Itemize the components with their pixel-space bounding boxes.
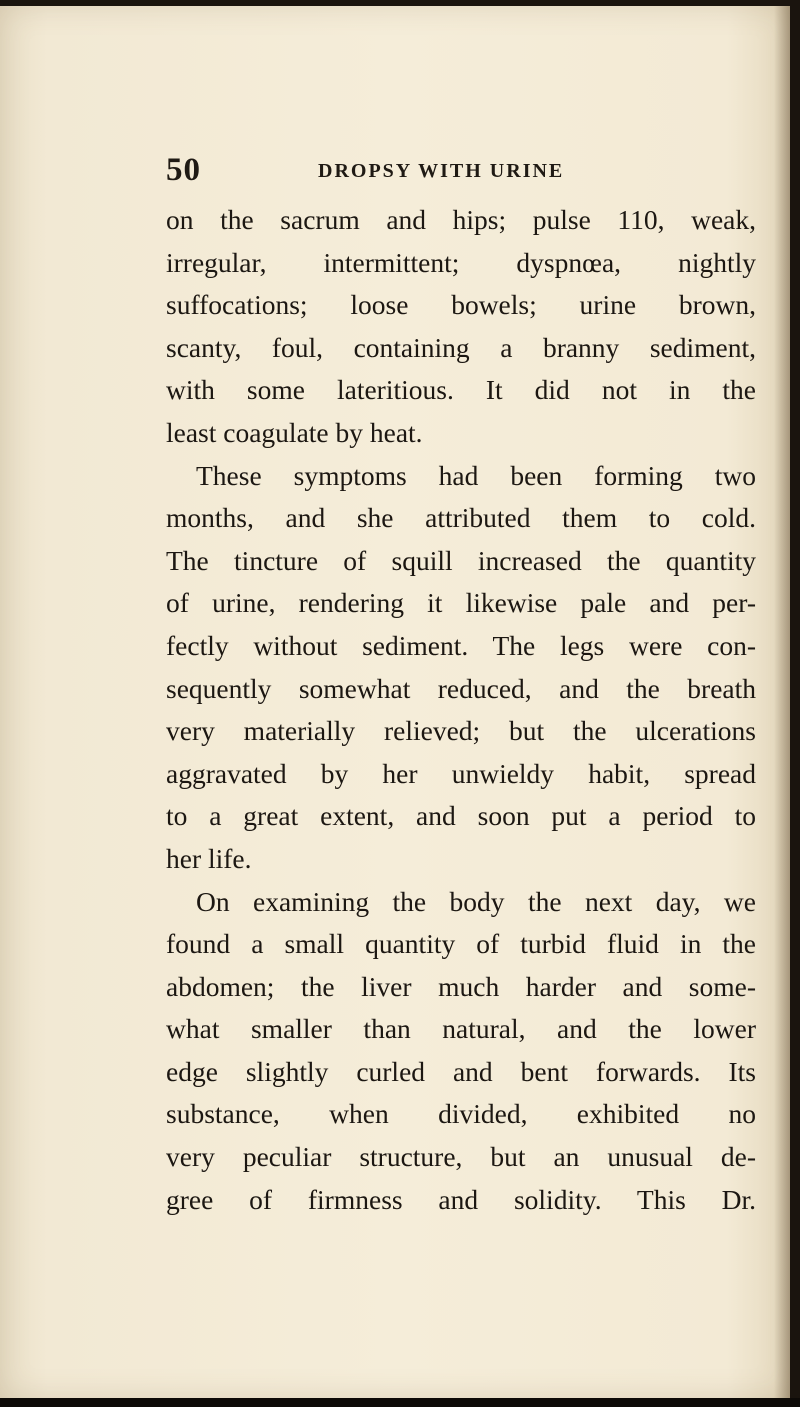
- paragraph-2: [166, 455, 756, 881]
- text-line: to a great extent, and soon put a period to: [166, 800, 756, 832]
- text-line: fectly without sediment. The legs were con-: [166, 629, 756, 661]
- page-number: 50: [166, 152, 201, 188]
- text-line: suffocations; loose bowels; urine brown,: [166, 289, 756, 321]
- book-page: [0, 6, 790, 1398]
- text-line: her life.: [166, 842, 252, 874]
- text-line: very materially relieved; but the ulcerations: [166, 715, 756, 747]
- page-header: [166, 152, 726, 200]
- text-line: sequently somewhat reduced, and the breath: [166, 672, 756, 704]
- text-line: abdomen; the liver much harder and some-: [166, 970, 756, 1002]
- text-line: found a small quantity of turbid fluid in the: [166, 928, 756, 960]
- text-line: edge slightly curled and bent forwards. Its: [166, 1055, 756, 1087]
- text-line: These symptoms had been forming two: [196, 459, 756, 491]
- text-line: scanty, foul, containing a branny sediment,: [166, 331, 756, 363]
- text-line: months, and she attributed them to cold.: [166, 502, 756, 534]
- running-head: DROPSY WITH URINE: [318, 160, 565, 182]
- paragraph-1: [166, 199, 756, 455]
- text-line: aggravated by her unwieldy habit, spread: [166, 757, 756, 789]
- text-line: of urine, rendering it likewise pale and per-: [166, 587, 756, 619]
- text-line: least coagulate by heat.: [166, 416, 423, 448]
- body-text: [166, 199, 756, 1221]
- text-line: substance, when divided, exhibited no: [166, 1098, 756, 1130]
- text-line: what smaller than natural, and the lower: [166, 1013, 756, 1045]
- text-line: with some lateritious. It did not in the: [166, 374, 756, 406]
- spine-shadow: [774, 6, 790, 1398]
- text-line: On examining the body the next day, we: [196, 885, 756, 917]
- page-bottom-edge: [0, 1398, 800, 1407]
- paragraph-3: [166, 881, 756, 1222]
- text-line: very peculiar structure, but an unusual de-: [166, 1141, 756, 1173]
- text-line: irregular, intermittent; dyspnœa, nightly: [166, 246, 756, 278]
- text-line: gree of firmness and solidity. This Dr.: [166, 1183, 756, 1215]
- text-line: on the sacrum and hips; pulse 110, weak,: [166, 204, 756, 235]
- text-line: The tincture of squill increased the quantity: [166, 544, 756, 576]
